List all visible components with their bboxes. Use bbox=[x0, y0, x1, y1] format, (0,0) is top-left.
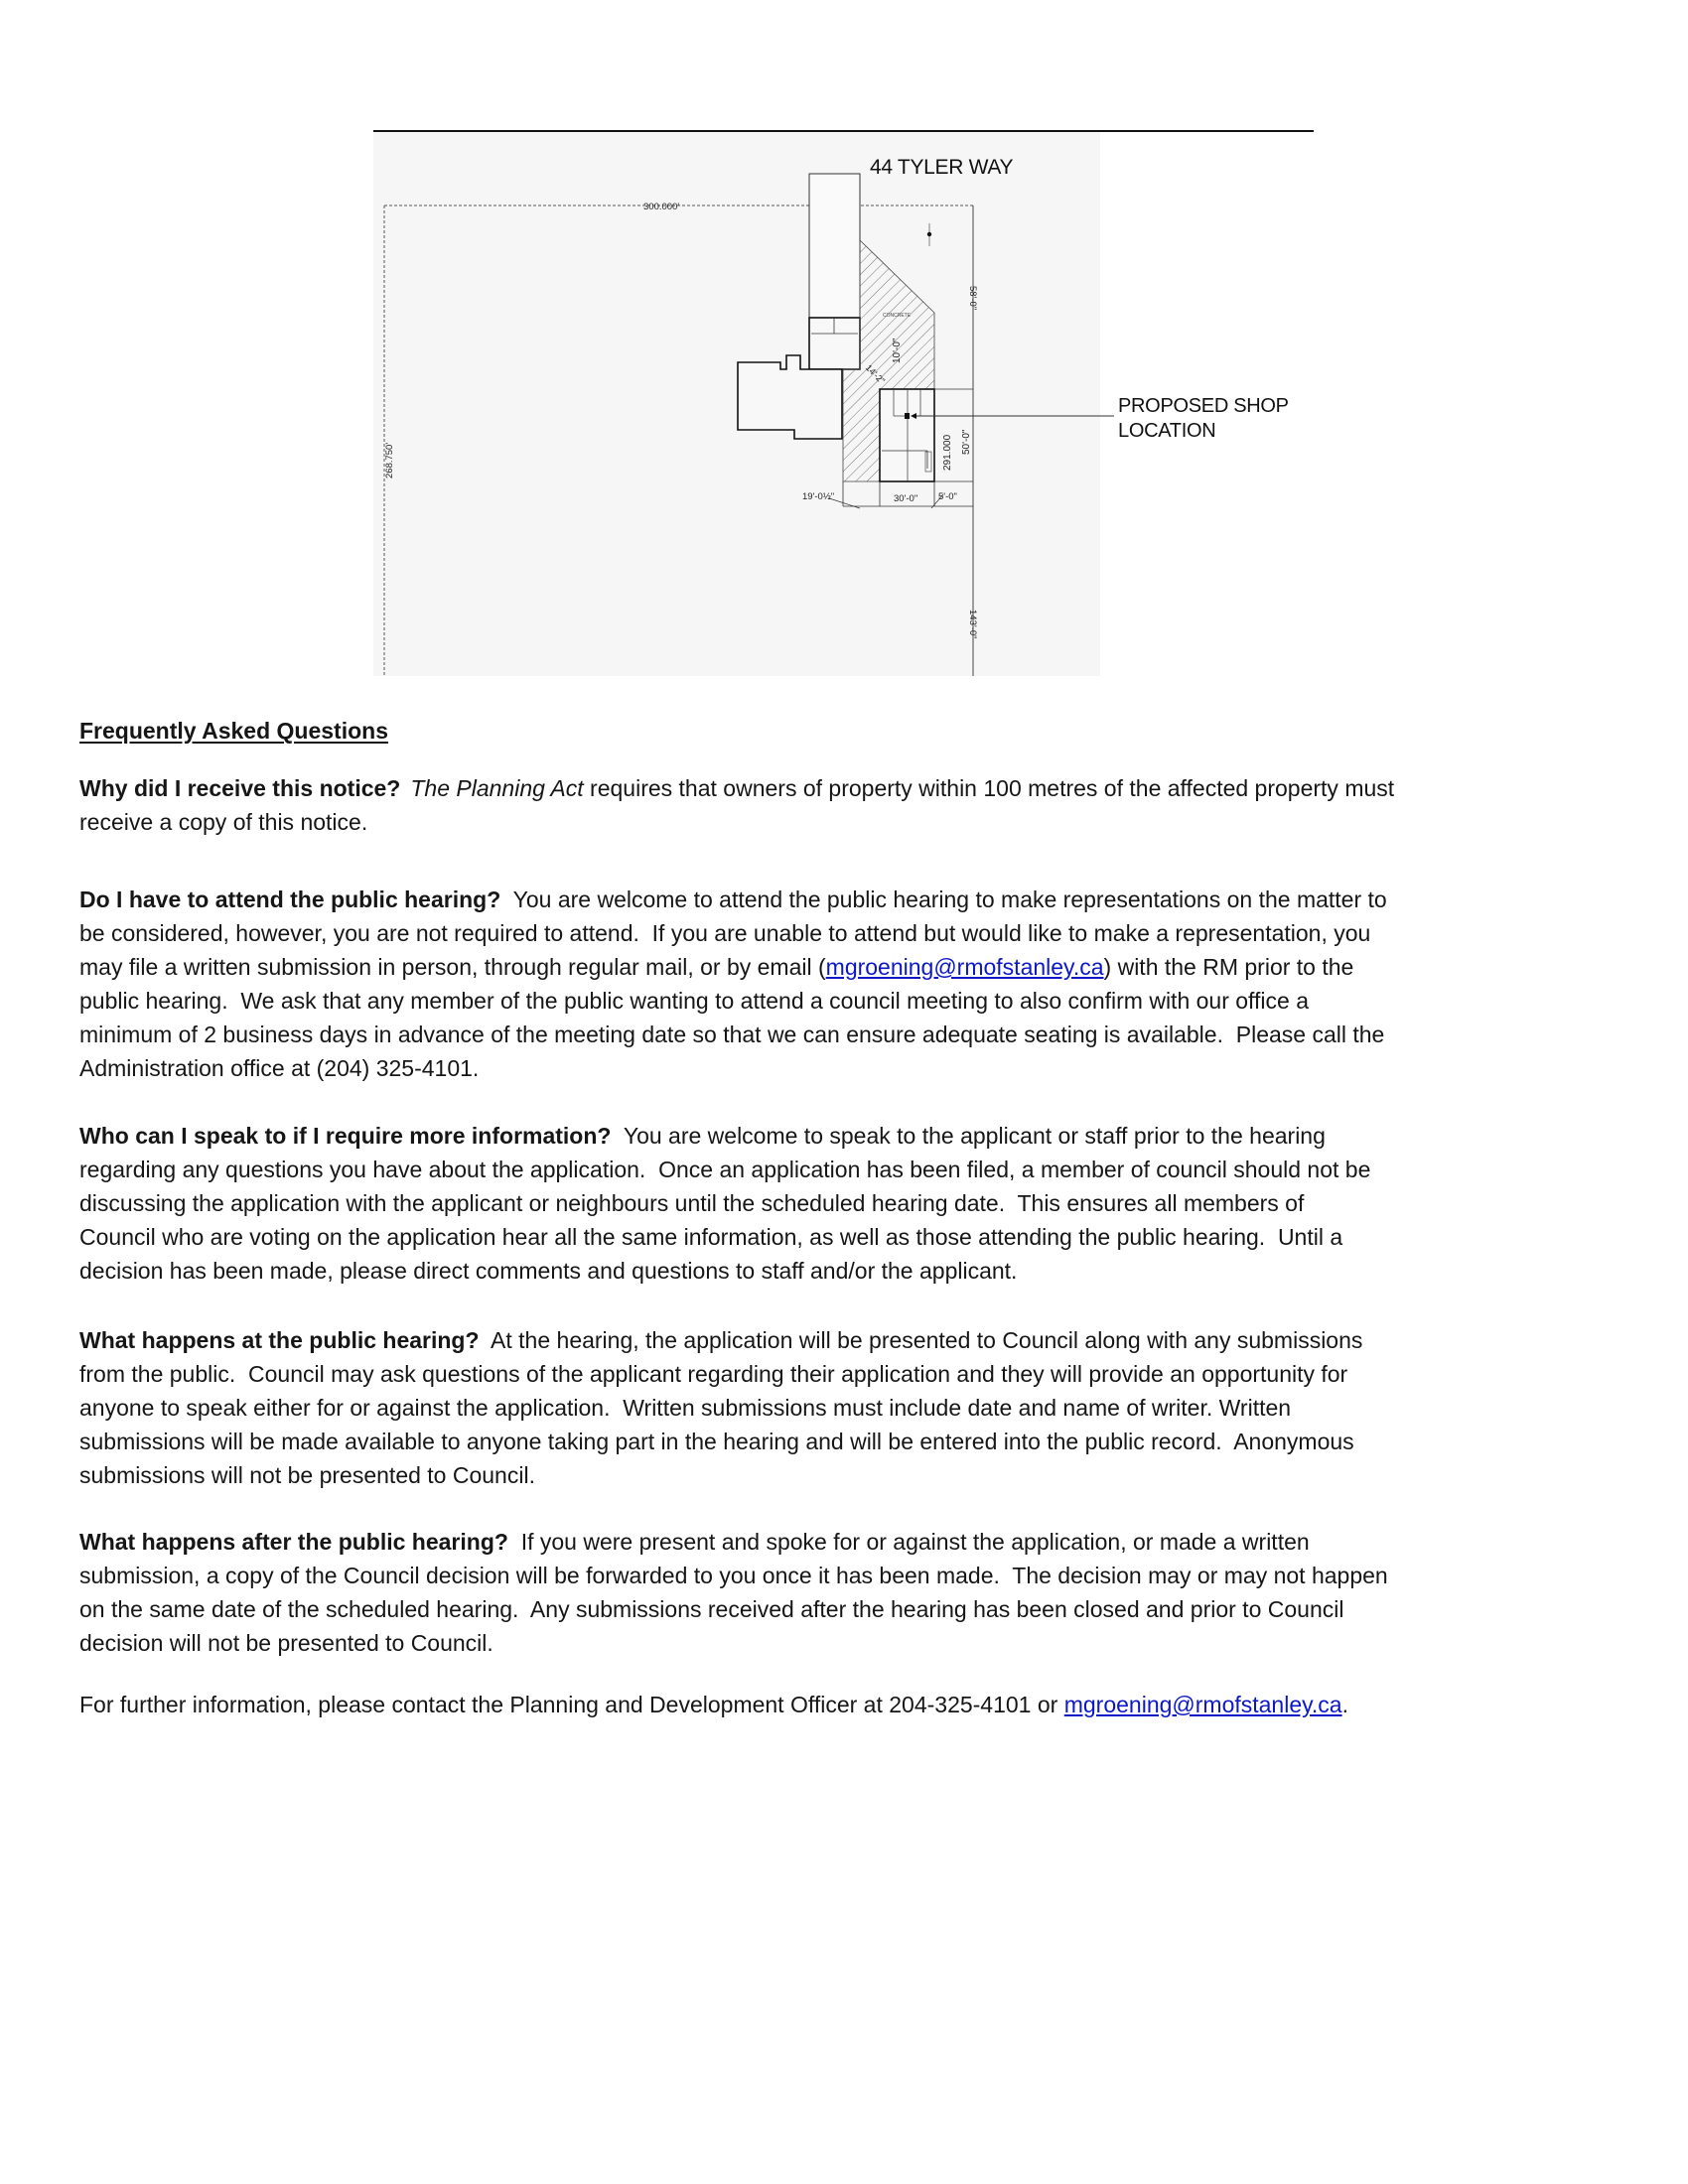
faq-line: discussing the application with the applicant or neighbours until the scheduled hearing date. This ensures all members of bbox=[79, 1190, 1305, 1216]
faq-line: receive a copy of this notice. bbox=[79, 809, 368, 835]
concrete-label: CONCRETE bbox=[883, 313, 912, 319]
faq-question: Do I have to attend the public hearing? bbox=[79, 887, 501, 912]
faq-line: What happens after the public hearing? If you were present and spoke for or against the application, or made a written bbox=[79, 1529, 1310, 1555]
faq-why-notice bbox=[79, 771, 1394, 839]
faq-line: minimum of 2 business days in advance of the meeting date so that we can ensure adequate seating is available. Please call the bbox=[79, 1022, 1385, 1047]
dimension-shop-depth: 50'-0" bbox=[961, 429, 972, 455]
faq-line: decision will not be presented to Council. bbox=[79, 1630, 493, 1656]
faq-line: regarding any questions you have about the application. Once an application has been filed, a member of council should not be bbox=[79, 1157, 1371, 1182]
faq-line: For further information, please contact the Planning and Development Officer at 204-325-4101 or mgroening@rmofstanley.ca. bbox=[79, 1692, 1348, 1717]
faq-line: from the public. Council may ask questions of the applicant regarding their application and they will provide an opportunity for bbox=[79, 1361, 1348, 1387]
faq-line: submissions will be made available to anyone taking part in the hearing and will be entered into the public record. Anonymous bbox=[79, 1429, 1354, 1454]
faq-question: What happens after the public hearing? bbox=[79, 1529, 508, 1555]
faq-at-hearing bbox=[79, 1323, 1362, 1492]
contact-info bbox=[79, 1688, 1348, 1721]
callout-label-line1: PROPOSED SHOP bbox=[1118, 395, 1289, 417]
dimension-side-line: 291.000 bbox=[942, 434, 953, 471]
faq-line: may file a written submission in person, through regular mail, or by email (mgroening@rmofstanley.ca) with the RM prior to the bbox=[79, 954, 1354, 980]
faq-line: Do I have to attend the public hearing? You are welcome to attend the public hearing to make representations on the matter to bbox=[79, 887, 1387, 912]
dimension-top-width: 300.000' bbox=[643, 202, 680, 212]
faq-line: anyone to speak either for or against the application. Written submissions must include date and name of writer. Written bbox=[79, 1395, 1292, 1421]
site-plan-drawing bbox=[0, 0, 1688, 695]
dimension-shop-offset: 14'-2" bbox=[863, 362, 888, 386]
faq-question: What happens at the public hearing? bbox=[79, 1327, 480, 1353]
faq-question: Why did I receive this notice? bbox=[79, 775, 401, 801]
dimension-shop-width: 30'-0" bbox=[894, 493, 918, 504]
faq-line: Council who are voting on the application hear all the same information, as well as those attending the public hearing. Until a bbox=[79, 1224, 1343, 1250]
planning-act-title: The Planning Act bbox=[410, 775, 584, 801]
faq-line: Why did I receive this notice? The Planning Act requires that owners of property within 100 metres of the affected property must bbox=[79, 775, 1395, 801]
callout-label-line2: LOCATION bbox=[1118, 420, 1216, 442]
faq-more-information bbox=[79, 1119, 1370, 1288]
faq-question: Who can I speak to if I require more information? bbox=[79, 1123, 612, 1149]
contact-email-link[interactable]: mgroening@rmofstanley.ca bbox=[1063, 1692, 1342, 1717]
faq-line: public hearing. We ask that any member of the public wanting to attend a council meeting to also confirm with our office a bbox=[79, 988, 1309, 1014]
street-label: 44 TYLER WAY bbox=[870, 156, 1014, 179]
faq-line: submission, a copy of the Council decision will be forwarded to you once it has been made. The decision may or may not happen bbox=[79, 1563, 1388, 1588]
dimension-front-setback: 58'-0" bbox=[967, 286, 978, 311]
dimension-driveway-gap: 10'-0" bbox=[892, 338, 903, 363]
faq-line: submissions will not be presented to Council. bbox=[79, 1462, 535, 1488]
drawing-background bbox=[373, 132, 1100, 676]
faq-line: What happens at the public hearing? At the hearing, the application will be presented to Council along with any submissions bbox=[79, 1327, 1363, 1353]
faq-line: Who can I speak to if I require more information? You are welcome to speak to the applicant or staff prior to the hearing bbox=[79, 1123, 1326, 1149]
site-plan-diagram bbox=[0, 0, 1688, 695]
proposed-shop bbox=[880, 389, 934, 481]
faq-attend-hearing bbox=[79, 883, 1387, 1085]
garage bbox=[809, 318, 860, 369]
faq-line: on the same date of the scheduled hearing. Any submissions received after the hearing has been closed and prior to Council bbox=[79, 1596, 1344, 1622]
faq-line: decision has been made, please direct comments and questions to staff and/or the applicant. bbox=[79, 1258, 1018, 1284]
dimension-side-setback: 19'-0½" bbox=[802, 491, 835, 502]
faq-line: Administration office at (204) 325-4101. bbox=[79, 1055, 480, 1081]
faq-after-hearing bbox=[79, 1525, 1388, 1660]
faq-heading: Frequently Asked Questions bbox=[79, 718, 388, 744]
dimension-rear-setback: 5'-0" bbox=[938, 491, 957, 502]
dimension-left-depth: 268.750' bbox=[384, 442, 395, 478]
email-link[interactable]: mgroening@rmofstanley.ca bbox=[825, 954, 1104, 980]
faq-line: be considered, however, you are not required to attend. If you are unable to attend but would like to make a representation, you bbox=[79, 920, 1371, 946]
shop-marker bbox=[905, 413, 910, 419]
dimension-rear-depth: 143'-0" bbox=[967, 610, 978, 639]
